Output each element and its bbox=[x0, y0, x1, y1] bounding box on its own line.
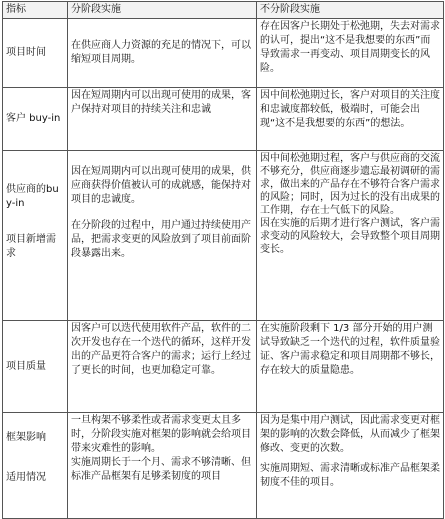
row-label bbox=[3, 413, 68, 519]
row-label-new-requirement: 项目新增需求 bbox=[6, 234, 56, 259]
unphased-cell bbox=[257, 151, 444, 321]
phased-cell: 在供应商人力资源的充足的情况下，可以缩短项目周期。 bbox=[68, 19, 257, 88]
header-phased: 分阶段实施 bbox=[68, 2, 257, 19]
row-label-applicability: 适用情况 bbox=[6, 472, 46, 483]
unphased-cell: 因中间松弛期过长，客户对项目的关注度和忠诚度都较低，极端时，可能会出现“这不是我想要的东西”的想法。 bbox=[257, 88, 444, 151]
phased-cell bbox=[68, 413, 257, 519]
phased-cell-supplier: 因在短周期内可以出现可使用的成果，供应商获得价值被认可的成就感，能保持对项目的忠诚度。 bbox=[71, 166, 251, 205]
row-label-supplier: 供应商的buy-in bbox=[6, 184, 59, 209]
row-label: 项目时间 bbox=[3, 19, 68, 88]
phased-cell: 因在短周期内可以出现可使用的成果，客户保持对项目的持续关注和忠诚 bbox=[68, 88, 257, 151]
phased-cell-framework: 一旦构架不够柔性或者需求变更太且多时，分阶段实施对框架的影响就会给项目带来灾难性的影响。 bbox=[71, 415, 251, 454]
unphased-cell-framework: 因为是集中用户测试，因此需求变更对框架的影响的次数会降低，从而减少了框架修改、变更的次数。 bbox=[260, 415, 440, 454]
table-row bbox=[3, 151, 444, 321]
unphased-cell: 在实施阶段剩下 1/3 部分开始的用户测试导致缺乏一个迭代的过程，软件质量验证、客户需求稳定和项目周期都不够长，存在较大的质量隐患。 bbox=[257, 321, 444, 413]
phased-cell-applicability: 实施周期长于一个月、需求不够清晰、但标准产品框架有足够柔韧度的项目 bbox=[71, 457, 251, 482]
header-index: 指标 bbox=[3, 2, 68, 19]
phased-cell bbox=[68, 151, 257, 321]
unphased-cell-new-requirement: 因在实施的后期才进行客户测试，客户需求变动的风险较大，会导致整个项目周期变长。 bbox=[260, 218, 440, 255]
header-row bbox=[3, 2, 444, 19]
comparison-table bbox=[2, 1, 444, 519]
row-label: 客户 buy-in bbox=[3, 88, 68, 151]
row-label: 项目质量 bbox=[3, 321, 68, 413]
table-row bbox=[3, 88, 444, 151]
unphased-cell bbox=[257, 413, 444, 519]
table-row bbox=[3, 413, 444, 519]
unphased-cell-applicability: 实施周期短、需求清晰或标准产品框架柔韧度不佳的项目。 bbox=[260, 463, 440, 488]
row-label bbox=[3, 151, 68, 321]
table-row bbox=[3, 321, 444, 413]
phased-cell-new-requirement: 在分阶段的过程中，用户通过持续使用产品，把需求变更的风险放到了项目前面阶段暴露出来。 bbox=[71, 220, 251, 259]
table-row bbox=[3, 19, 444, 88]
row-label-framework: 框架影响 bbox=[6, 432, 46, 443]
unphased-cell: 存在因客户长期处于松弛期，失去对需求的认可，提出“这不是我想要的东西”而导致需求一再变动、项目周期变长的风险。 bbox=[257, 19, 444, 88]
phased-cell: 因客户可以迭代使用软件产品，软件的二次开发也存在一个迭代的循环，这样开发出的产品更符合客户的需求；运行上经过了更长的时间，也更加稳定可靠。 bbox=[68, 321, 257, 413]
unphased-cell-supplier: 因中间松弛期过程，客户与供应商的交流不够充分，供应商逐步遗忘最初调研的需求，做出来的产品存在不够符合客户需求的风险；同时，因为过长的没有出成果的工作期，存在士气低下的风险。 bbox=[260, 153, 440, 216]
header-unphased: 不分阶段实施 bbox=[257, 2, 444, 19]
